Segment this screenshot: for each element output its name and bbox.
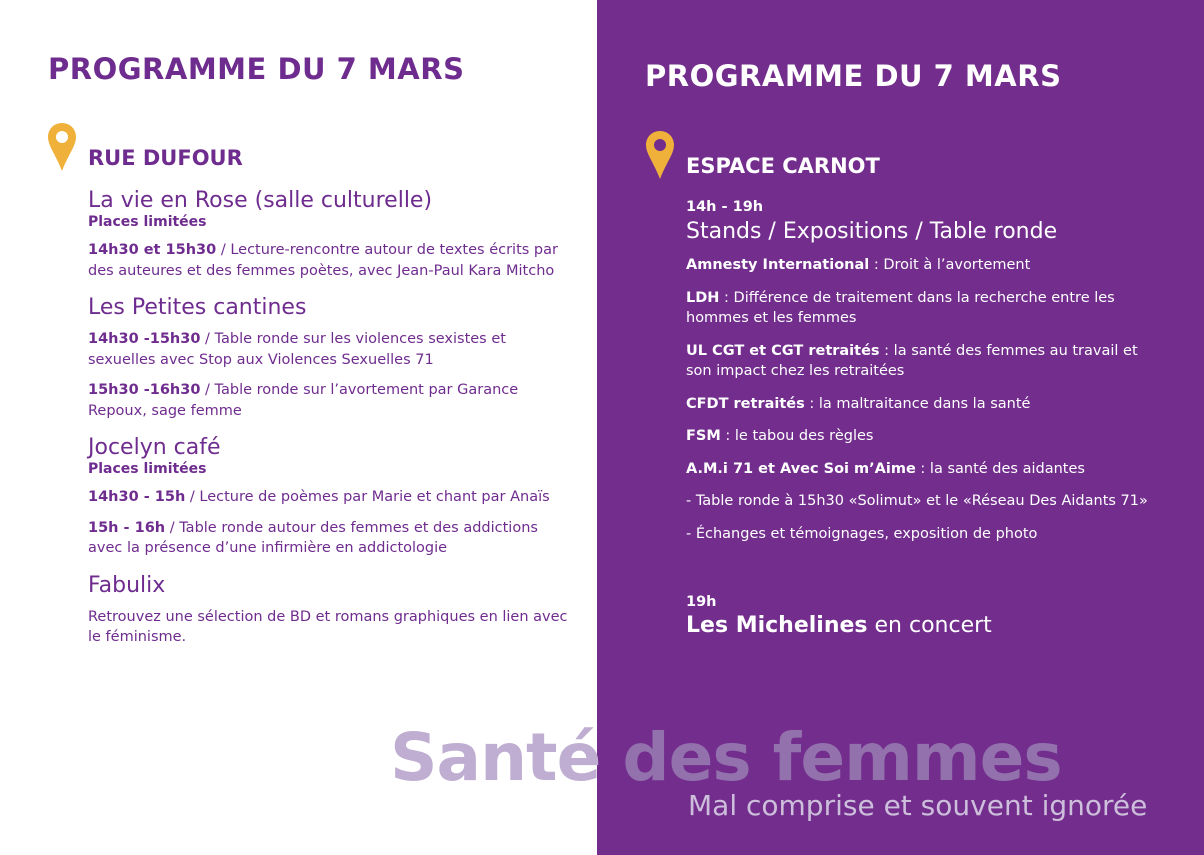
slogan-title [390,718,1062,798]
section-subtitle: Stands / Expositions / Table ronde [686,219,1058,244]
stand-org: LDH [686,289,720,306]
concert-time: 19h [686,594,717,610]
extra-item [686,524,1156,545]
event-item [88,607,568,648]
left-program [88,186,568,648]
place-name: La vie en Rose (salle culturelle) [88,188,433,213]
extra-text: - Table ronde à 15h30 «Solimut» et le «Réseau Des Aidants 71» [686,493,1148,509]
concert-band: Les Michelines [686,613,868,638]
place-petites-cantines [88,293,568,421]
slogan-word-sante: Santé [390,719,601,796]
concert-line [686,612,1156,640]
right-program [686,197,1156,640]
event-item [88,518,568,559]
venue-rue-dufour: RUE DUFOUR [88,146,243,170]
event-text: / Lecture-rencontre autour de textes écrits par des auteures et des femmes poètes, avec Jean-Paul Kara Mitcho [88,242,558,279]
stand-item [686,255,1156,276]
place-name: Jocelyn café [88,435,221,460]
stand-item [686,341,1156,382]
event-text: / Table ronde autour des femmes et des addictions avec la présence d’une infirmière en addictologie [88,519,538,556]
event-text: / Lecture de poèmes par Marie et chant par Anaïs [185,489,550,505]
event-text: / Table ronde sur les violences sexistes et sexuelles avec Stop aux Violences Sexuelles 71 [88,331,506,368]
extra-text: - Échanges et témoignages, exposition de photo [686,525,1038,542]
event-item [88,380,568,421]
stand-org: CFDT retraités [686,395,805,412]
event-item [88,487,568,508]
location-pin-icon [47,122,77,172]
slogan-word-des-femmes: des femmes [600,719,1062,796]
event-item [88,240,568,281]
place-jocelyn-cafe [88,433,568,559]
extra-item [686,491,1156,512]
stand-text: : le tabou des règles [720,428,874,444]
stand-text: : Différence de traitement dans la recherche entre les hommes et les femmes [686,289,1115,326]
event-text: / Table ronde sur l’avortement par Garance Repoux, sage femme [88,382,519,419]
time-range: 14h - 19h [686,199,764,215]
place-name: Les Petites cantines [88,295,307,320]
stand-org: Amnesty International [686,257,870,273]
stand-org: UL CGT et CGT retraités [686,342,880,359]
place-note: Places limitées [88,461,207,477]
event-time: 15h30 -16h30 [88,382,201,398]
place-name: Fabulix [88,572,166,598]
stand-org: A.M.i 71 et Avec Soi m’Aime [686,460,916,477]
stand-text: : la santé des aidantes [915,460,1085,477]
location-pin-icon [645,130,675,180]
stand-item [686,426,1156,447]
place-fabulix [88,571,568,648]
event-time: 15h - 16h [88,519,166,536]
event-time: 14h30 et 15h30 [88,242,217,258]
concert-text: en concert [867,613,992,638]
stand-text: : la maltraitance dans la santé [804,395,1031,412]
venue-espace-carnot: ESPACE CARNOT [686,154,880,178]
place-note: Places limitées [88,214,207,230]
place-la-vie-en-rose [88,186,568,281]
stand-text: : la santé des femmes au travail et son impact chez les retraitées [686,342,1138,379]
event-text: Retrouvez une sélection de BD et romans graphiques en lien avec le féminisme. [88,608,568,645]
program-title-right: PROGRAMME DU 7 MARS [645,59,1062,93]
stand-org: FSM [686,428,721,444]
stand-text: : Droit à l’avortement [869,257,1031,273]
stand-item [686,288,1156,329]
event-item [88,329,568,370]
stand-item [686,394,1156,415]
program-title-left: PROGRAMME DU 7 MARS [48,52,465,86]
slogan-tagline: Mal comprise et souvent ignorée [688,789,1148,822]
event-time: 14h30 -15h30 [88,331,201,347]
event-time: 14h30 - 15h [88,489,186,505]
stand-item [686,459,1156,480]
